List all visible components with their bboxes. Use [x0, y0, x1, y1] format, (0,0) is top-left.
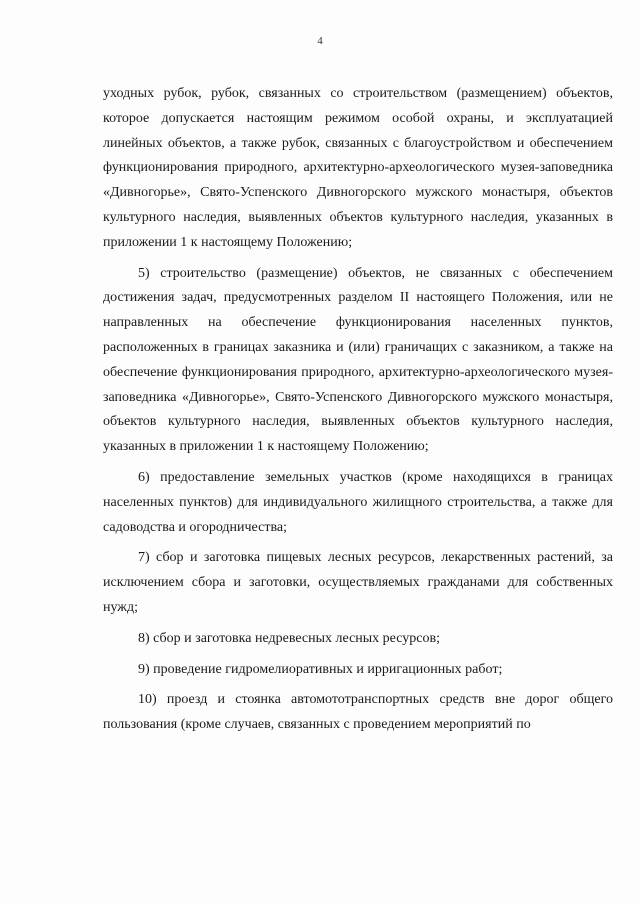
paragraph-item-8: 8) сбор и заготовка недревесных лесных ресурсов; — [138, 630, 440, 646]
page-number: 4 — [317, 35, 323, 47]
document-body — [103, 82, 613, 738]
paragraph-item-5: 5) строительство (размещение) объектов, не связанных с обеспечением достижения задач, предусмотренных разделом II настоящего Положения, или не направленных на обеспечение функционирования населенных пунктов, расположенных в границах заказника и (или) граничащих с заказником, а также на обеспечение функционирования природного, архитектурно-археологического музея-заповедника «Дивногорье», Свято-Успенского Дивногорского мужского монастыря, объектов культурного наследия, выявленных объектов культурного наследия, указанных в приложении 1 к настоящему Положению; — [103, 265, 613, 455]
paragraph-item-9: 9) проведение гидромелиоративных и ирригационных работ; — [138, 661, 503, 677]
paragraph-item-7: 7) сбор и заготовка пищевых лесных ресурсов, лекарственных растений, за исключением сбора и заготовки, осуществляемых гражданами для собственных нужд; — [103, 550, 613, 615]
paragraph-continuation: уходных рубок, рубок, связанных со строительством (размещением) объектов, которое допускается настоящим режимом особой охраны, и эксплуатацией линейных объектов, а также рубок, связанных с благоустройством и обеспечением функционирования природного, архитектурно-археологического музея-заповедника «Дивногорье», Свято-Успенского Дивногорского мужского монастыря, объектов культурного наследия, выявленных объектов культурного наследия, указанных в приложении 1 к настоящему Положению; — [103, 86, 613, 250]
paragraph-item-6: 6) предоставление земельных участков (кроме находящихся в границах населенных пунктов) для индивидуального жилищного строительства, а также для садоводства и огородничества; — [103, 469, 613, 535]
paragraph-item-10: 10) проезд и стоянка автомототранспортных средств вне дорог общего пользования (кроме случаев, связанных с проведением мероприятий по — [103, 692, 613, 733]
